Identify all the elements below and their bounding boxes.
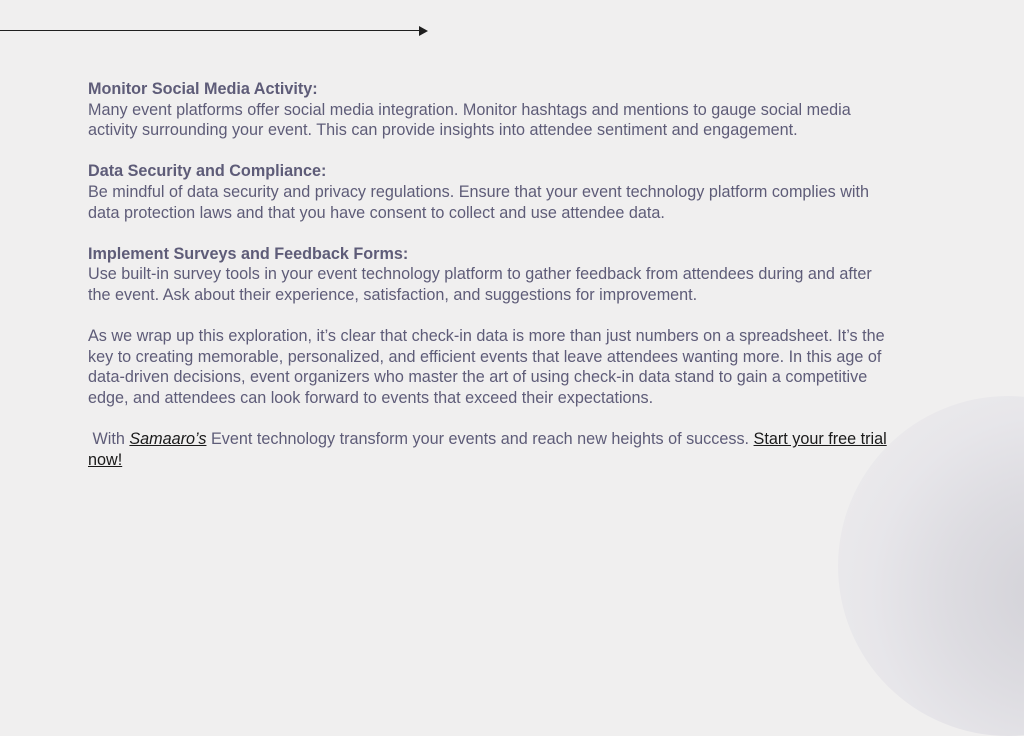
section-heading: Implement Surveys and Feedback Forms: [88,244,409,263]
cta-prefix: With [88,430,130,449]
brand-link[interactable]: Samaaro’s [129,430,207,449]
section-body: Use built-in survey tools in your event technology platform to gather feedback from attendees during and after the event. Ask about their experience, satisfaction, and suggestions for improvement. [88,265,872,304]
free-trial-link[interactable]: Start your free trial now! [88,430,887,469]
section-body: Many event platforms offer social media integration. Monitor hashtags and mentions to gauge social media activity surrounding your event. This can provide insights into attendee sentiment and engagement. [88,100,851,140]
call-to-action [88,429,888,470]
slide-content [88,79,888,470]
arrow-head-icon [419,26,428,36]
top-arrow-line [0,30,420,31]
section-heading: Monitor Social Media Activity: [88,80,318,98]
cta-middle: Event technology transform your events and reach new heights of success. [206,430,754,449]
section-social-media [88,79,888,141]
section-surveys [88,244,888,306]
section-data-security [88,161,888,223]
section-heading: Data Security and Compliance: [88,162,327,181]
conclusion-paragraph [88,326,888,408]
section-body: Be mindful of data security and privacy regulations. Ensure that your event technology platform complies with data protection laws and that you have consent to collect and use attendee data. [88,182,869,222]
conclusion-text: As we wrap up this exploration, it’s clear that check-in data is more than just numbers on a spreadsheet. It’s the key to creating memorable, personalized, and efficient events that leave attendees wanting more. In this age of data-driven decisions, event organizers who master the art of using check-in data stand to gain a competitive edge, and attendees can look forward to events that exceed their expectations. [88,327,885,407]
